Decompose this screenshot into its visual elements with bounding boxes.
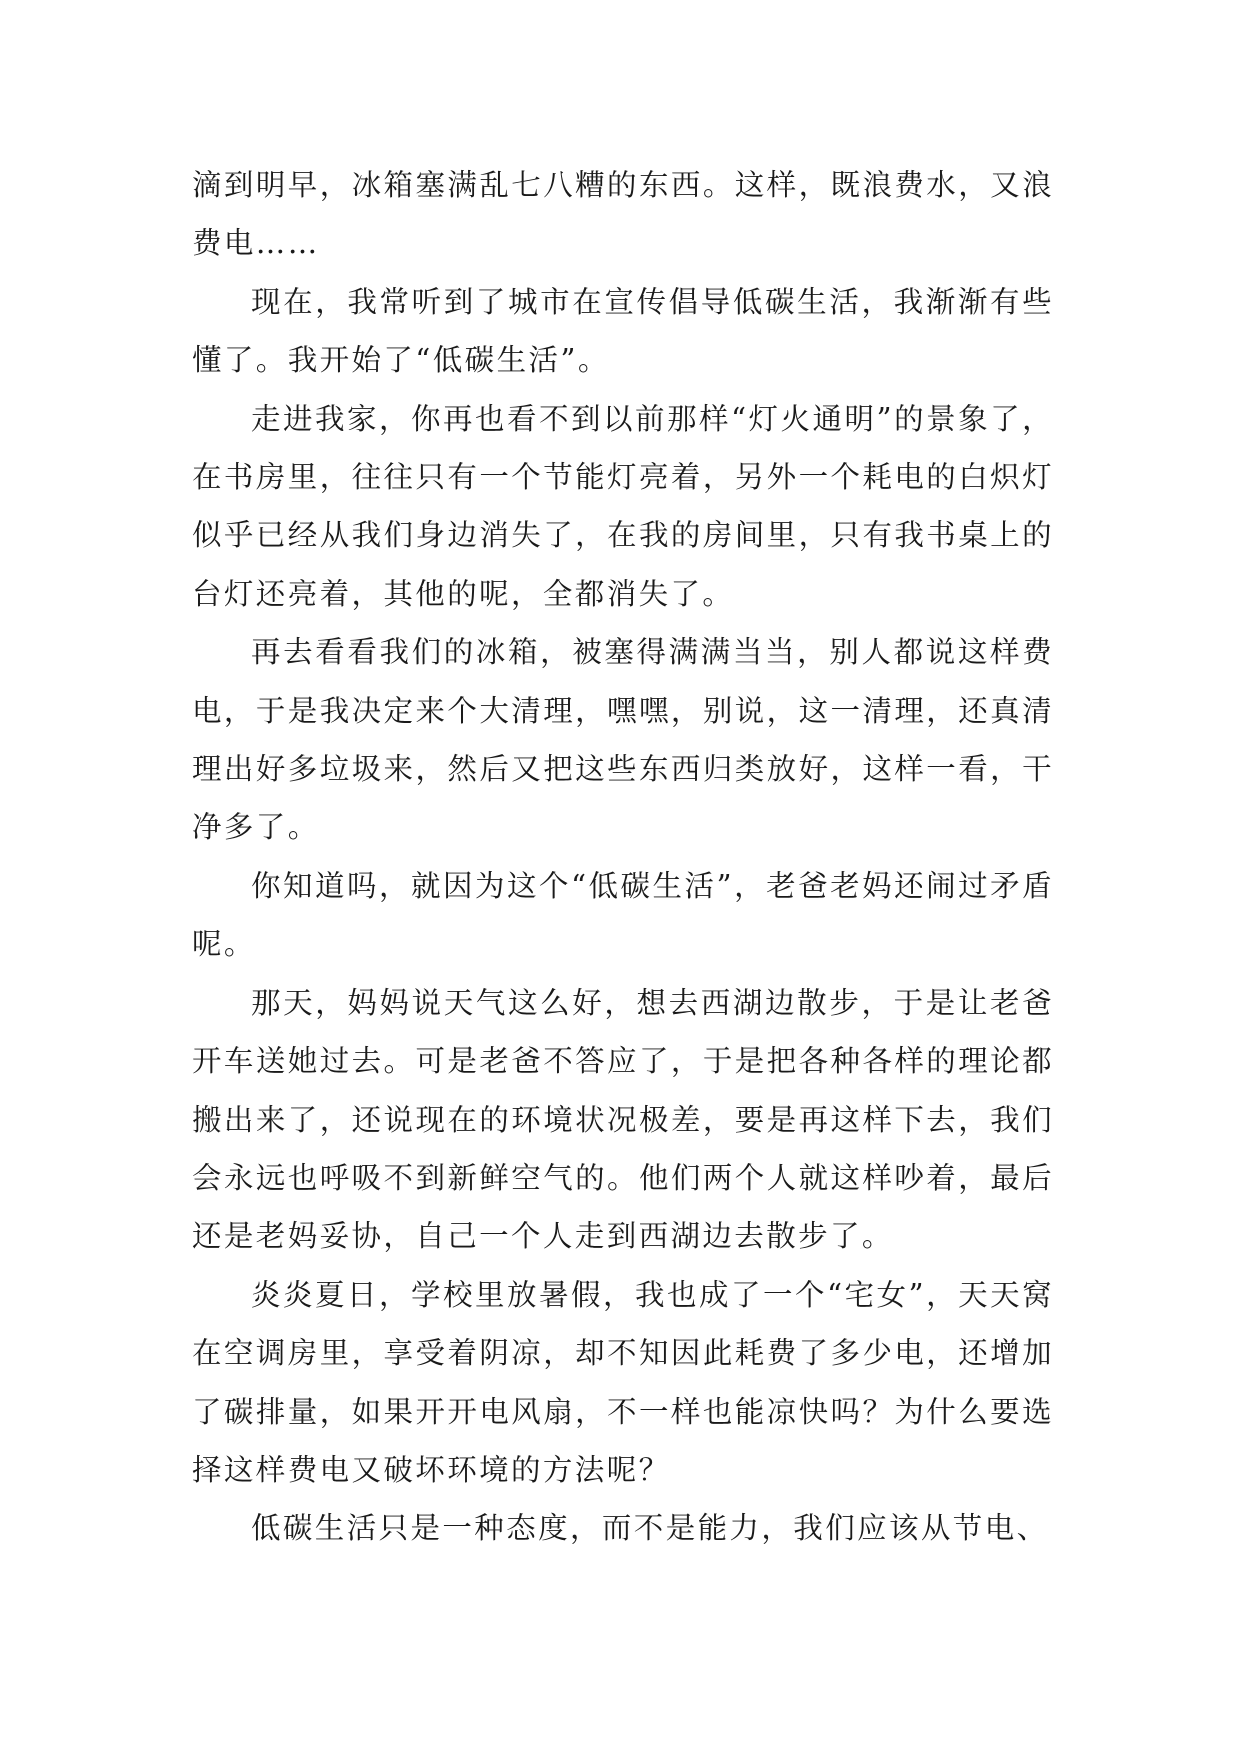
paragraph-8: 低碳生活只是一种态度，而不是能力，我们应该从节电、 <box>251 1511 1049 1546</box>
paragraph-7: 炎炎夏日，学校里放暑假，我也成了一个“宅女”，天天窝在空调房里，享受着阴凉，却不知因此耗费了多少电，还增加了碳排量，如果开开电风扇，不一样也能凉快吗？为什么要选择这样费电又破坏环境的方法呢？ <box>192 1277 1054 1487</box>
paragraph-2: 现在，我常听到了城市在宣传倡导低碳生活，我渐渐有些懂了。我开始了“低碳生活”。 <box>192 284 1054 378</box>
document-body <box>192 156 1054 1558</box>
paragraph-6: 那天，妈妈说天气这么好，想去西湖边散步，于是让老爸开车送她过去。可是老爸不答应了，于是把各种各样的理论都搬出来了，还说现在的环境状况极差，要是再这样下去，我们会永远也呼吸不到新鲜空气的。他们两个人就这样吵着，最后还是老妈妥协，自己一个人走到西湖边去散步了。 <box>192 985 1054 1254</box>
paragraph-3: 走进我家，你再也看不到以前那样“灯火通明”的景象了，在书房里，往往只有一个节能灯亮着，另外一个耗电的白炽灯似乎已经从我们身边消失了，在我的房间里，只有我书桌上的台灯还亮着，其他的呢，全都消失了。 <box>192 401 1054 611</box>
paragraph-1: 滴到明早，冰箱塞满乱七八糟的东西。这样，既浪费水，又浪费电…… <box>192 168 1054 261</box>
paragraph-4: 再去看看我们的冰箱，被塞得满满当当，别人都说这样费电，于是我决定来个大清理，嘿嘿，别说，这一清理，还真清理出好多垃圾来，然后又把这些东西归类放好，这样一看，干净多了。 <box>192 635 1054 845</box>
paragraph-5: 你知道吗，就因为这个“低碳生活”，老爸老妈还闹过矛盾呢。 <box>192 868 1054 962</box>
